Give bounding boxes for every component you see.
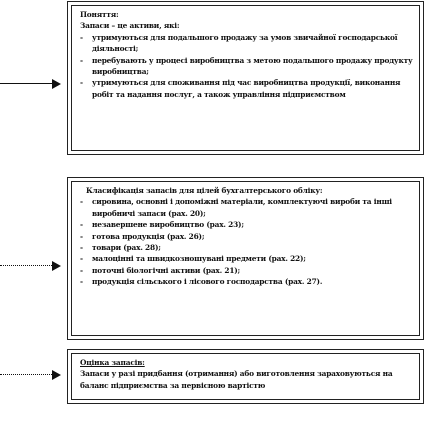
classification-item: - поточні біологічні активи (рах. 21); [80,265,413,276]
classification-item: - малоцінні та швидкозношувані предмети (рах. 22); [80,253,413,264]
definition-intro: Запаси – це активи, які: [80,21,180,31]
definition-item: - перебувають у процесі виробництва з метою подальшого продажу продукту виробництва; [80,55,413,78]
arrow-to-valuation [0,370,60,380]
classification-box-inner [71,181,420,336]
classification-item: - сировина, основні і допоміжні матеріали, комплектуючі вироби та інші виробничі запаси (рах. 20); [80,196,413,219]
classification-title: Класифікація запасів для цілей бухгалтерського обліку: [86,186,323,195]
definition-box [67,1,424,155]
classification-item: - готова продукція (рах. 26); [80,231,413,242]
arrow-to-definition [0,79,60,89]
definition-item: - утримуються для споживання під час виробництва продукції, виконання робіт та надання послуг, а також управління підприємством [80,77,413,100]
classification-list [80,196,413,287]
valuation-text: Запаси у разі придбання (отримання) або виготовлення зараховуються на баланс підприємства за первісною вартістю [80,369,393,390]
definition-title: Поняття: [80,10,119,19]
valuation-box-inner [71,353,420,400]
definition-box-inner [71,5,420,151]
definition-list [80,32,413,100]
valuation-title: Оцінка запасів: [80,358,145,367]
classification-item: - незавершене виробництво (рах. 23); [80,219,413,230]
valuation-box [67,349,424,404]
classification-item: - продукція сільського і лісового господарства (рах. 27). [80,276,413,287]
classification-item: - товари (рах. 28); [80,242,413,253]
definition-item: - утримуються для подальшого продажу за умов звичайної господарської діяльності; [80,32,413,55]
classification-box [67,177,424,340]
arrow-to-classification [0,261,60,271]
